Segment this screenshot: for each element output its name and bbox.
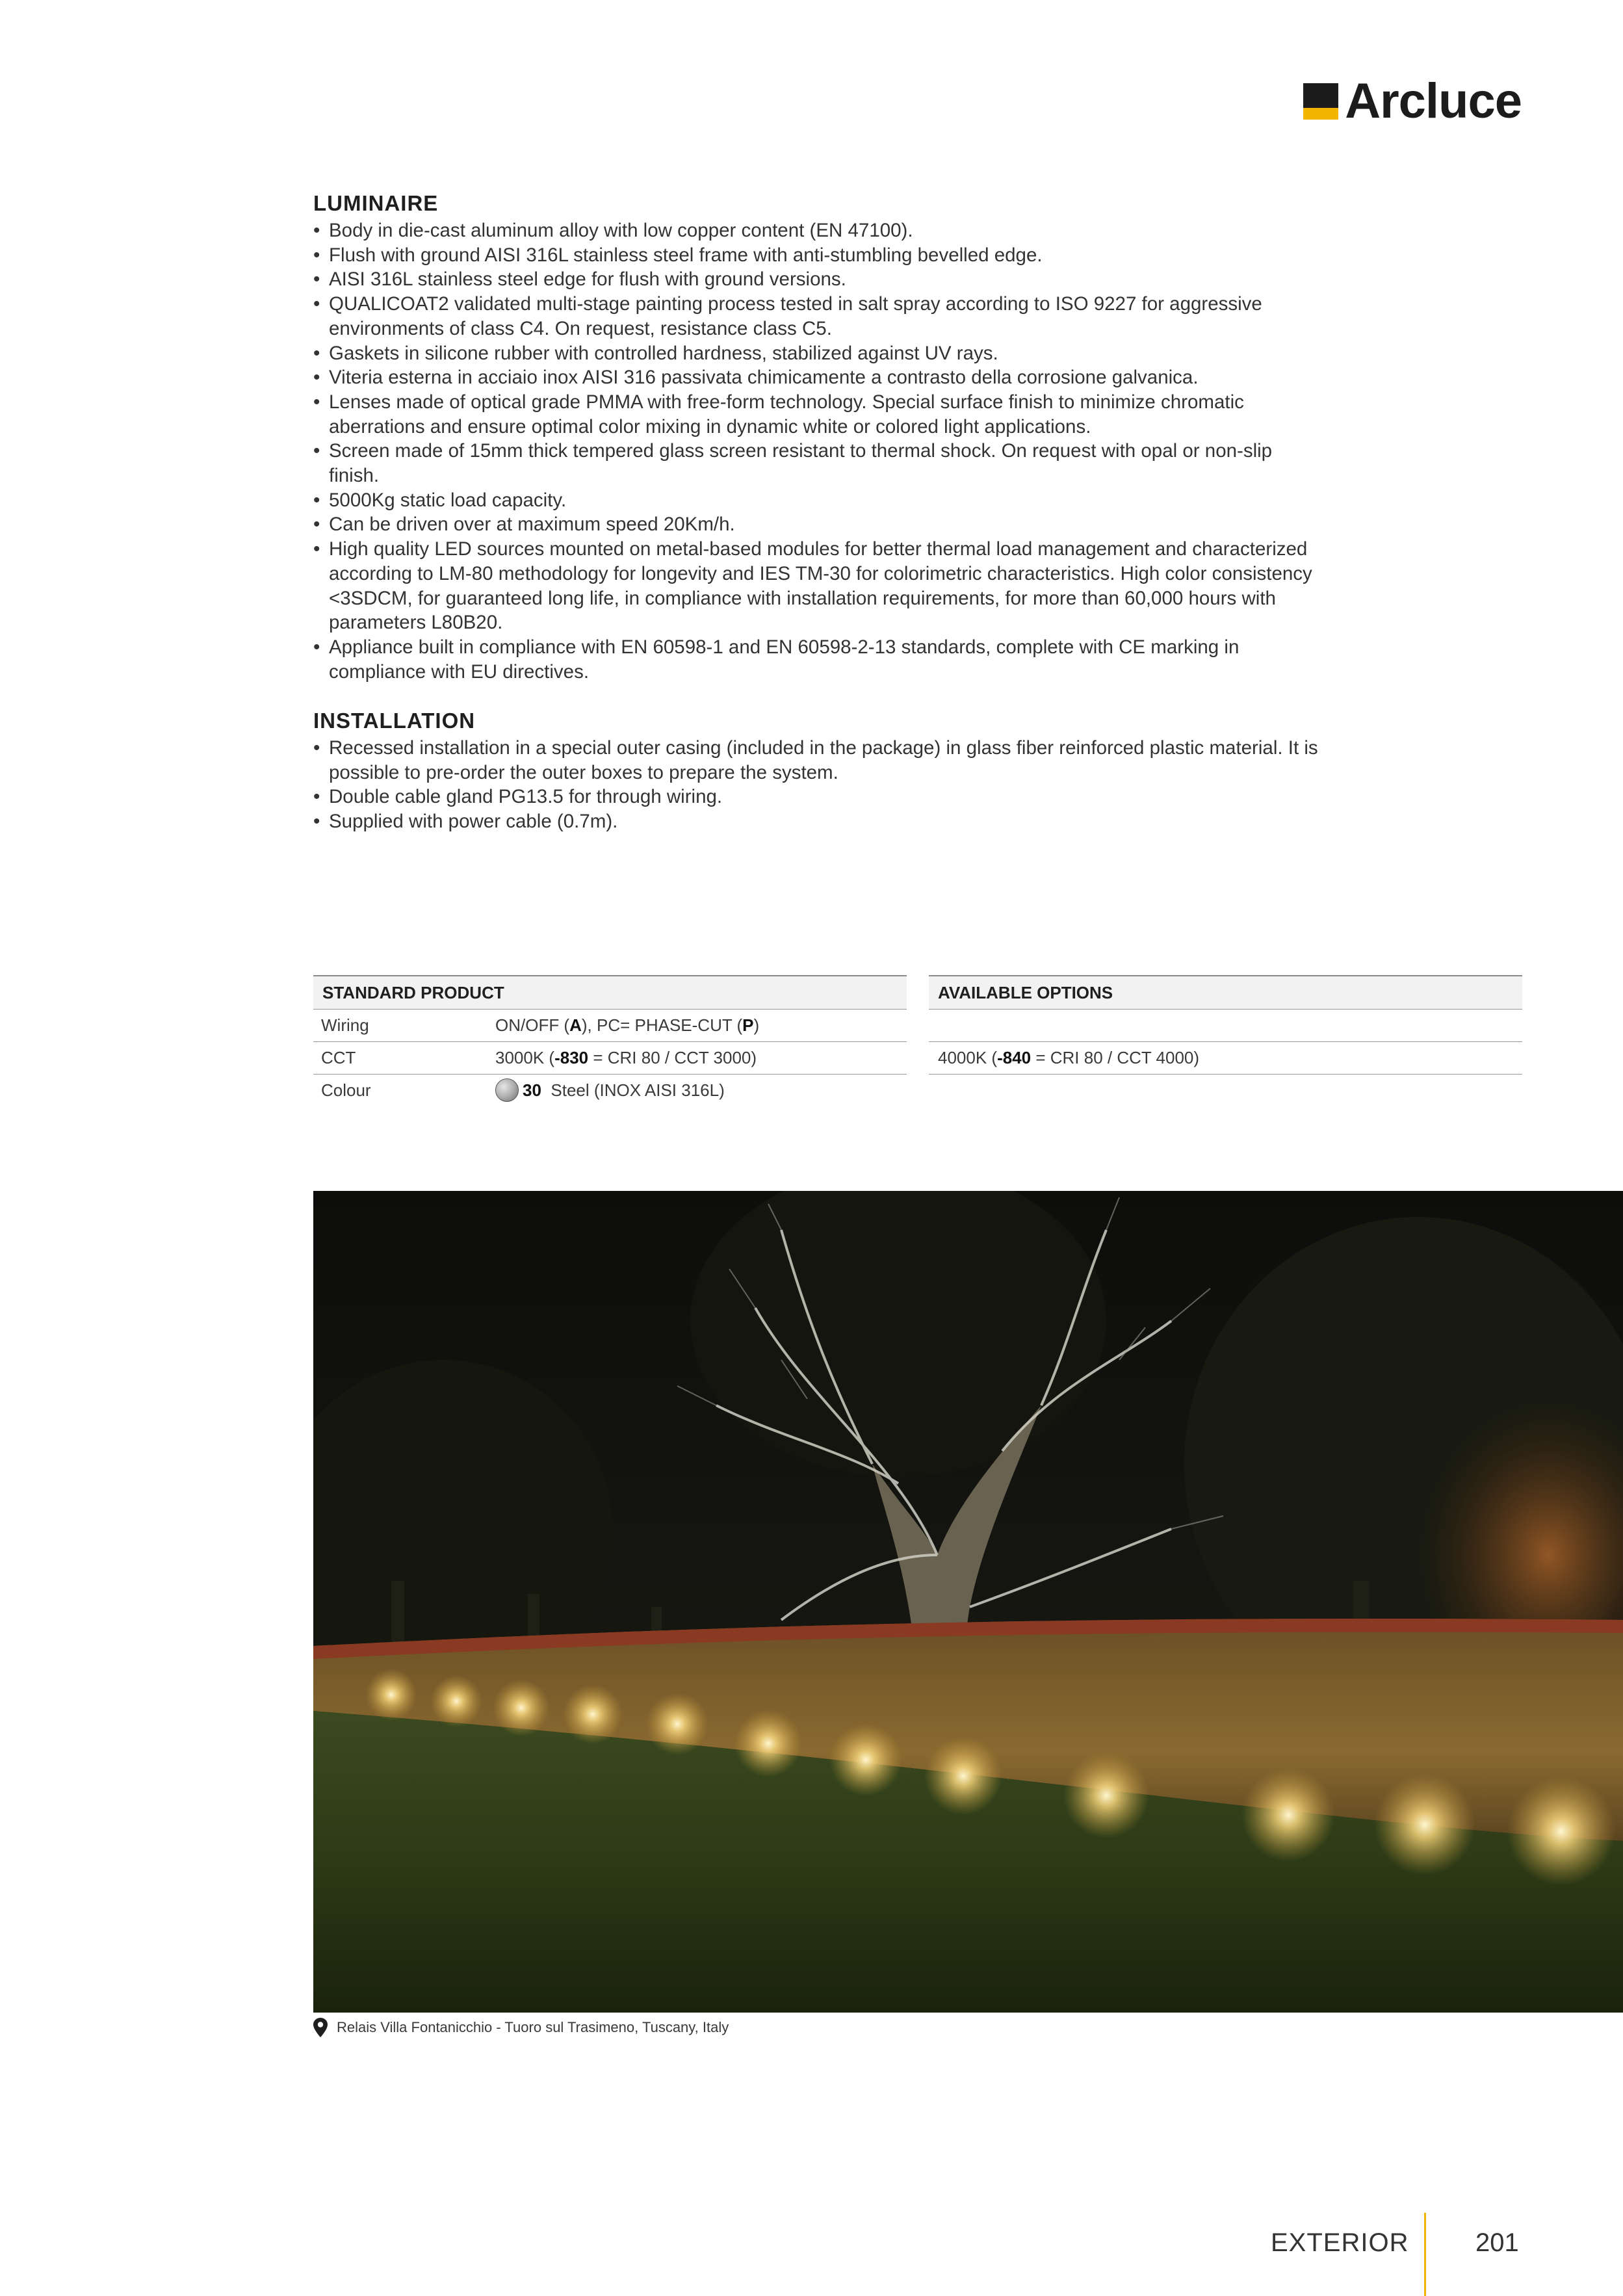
logo-mark-icon xyxy=(1303,83,1338,120)
installation-list xyxy=(313,736,1327,834)
colour-swatch-icon xyxy=(495,1078,519,1102)
list-item: • Body in die-cast aluminum alloy with low copper content (EN 47100). xyxy=(313,218,1327,243)
luminaire-title: LUMINAIRE xyxy=(313,191,439,215)
row-label: Colour xyxy=(321,1080,371,1100)
brand-logo xyxy=(1303,73,1522,129)
list-item: • AISI 316L stainless steel edge for flush with ground versions. xyxy=(313,267,1327,292)
table-row xyxy=(313,1075,907,1106)
row-value: 4000K (-840 = CRI 80 / CCT 4000) xyxy=(938,1048,1200,1067)
list-item: • Appliance built in compliance with EN 60598-1 and EN 60598-2-13 standards, complete with CE marking in compliance with EU directives. xyxy=(313,635,1327,684)
list-item: • 5000Kg static load capacity. xyxy=(313,488,1327,513)
luminaire-list xyxy=(313,218,1327,684)
page-number: 201 xyxy=(1475,2228,1519,2257)
list-item: • Lenses made of optical grade PMMA with free-form technology. Special surface finish to minimize chromatic aberrations and ensure optimal color mixing in dynamic white or colored light applications. xyxy=(313,390,1327,439)
luminaire-section xyxy=(313,191,1327,684)
list-item: • QUALICOAT2 validated multi-stage painting process tested in salt spray according to ISO 9227 for aggressive environments of class C4. On request, resistance class C5. xyxy=(313,292,1327,341)
installation-photo xyxy=(313,1191,1623,2013)
footer-section-label: EXTERIOR xyxy=(1271,2228,1409,2257)
logo-text: Arcluce xyxy=(1345,73,1522,129)
list-item: • Double cable gland PG13.5 for through wiring. xyxy=(313,785,1327,809)
footer-divider xyxy=(1424,2213,1426,2296)
photo-caption xyxy=(313,2018,729,2037)
caption-text: Relais Villa Fontanicchio - Tuoro sul Trasimeno, Tuscany, Italy xyxy=(337,2019,729,2035)
list-item: • Recessed installation in a special outer casing (included in the package) in glass fiber reinforced plastic material. It is possible to pre-order the outer boxes to prepare the system. xyxy=(313,736,1327,785)
row-value: ON/OFF (A), PC= PHASE-CUT (P) xyxy=(495,1015,760,1035)
installation-title: INSTALLATION xyxy=(313,709,476,733)
installation-section xyxy=(313,709,1327,834)
table-row xyxy=(313,1042,907,1075)
table-row xyxy=(929,1042,1522,1075)
standard-product-table xyxy=(313,975,907,1106)
table-row xyxy=(313,1010,907,1042)
list-item: • Flush with ground AISI 316L stainless steel frame with anti-stumbling bevelled edge. xyxy=(313,243,1327,268)
row-label: Wiring xyxy=(321,1015,369,1035)
row-value: 3000K (-830 = CRI 80 / CCT 3000) xyxy=(495,1048,757,1067)
row-value: 30 Steel (INOX AISI 316L) xyxy=(495,1075,907,1106)
list-item: • Can be driven over at maximum speed 20Km/h. xyxy=(313,512,1327,537)
list-item: • Screen made of 15mm thick tempered glass screen resistant to thermal shock. On request with opal or non-slip finish. xyxy=(313,439,1327,488)
table-header: STANDARD PRODUCT xyxy=(313,976,907,1010)
available-options-table xyxy=(929,975,1522,1075)
list-item: • Viteria esterna in acciaio inox AISI 316 passivata chimicamente a contrasto della corrosione galvanica. xyxy=(313,365,1327,390)
table-header: AVAILABLE OPTIONS xyxy=(929,976,1522,1010)
row-label: CCT xyxy=(321,1048,356,1067)
location-pin-icon xyxy=(313,2018,328,2037)
list-item: • Gaskets in silicone rubber with controlled hardness, stabilized against UV rays. xyxy=(313,341,1327,366)
table-row xyxy=(929,1010,1522,1042)
list-item: • Supplied with power cable (0.7m). xyxy=(313,809,1327,834)
list-item: • High quality LED sources mounted on metal-based modules for better thermal load management and characterized according to LM-80 methodology for longevity and IES TM-30 for colorimetric characteristics. High color consistency <3SDCM, for guaranteed long life, in compliance with installation requirements, for more than 60,000 hours with parameters L80B20. xyxy=(313,537,1327,635)
